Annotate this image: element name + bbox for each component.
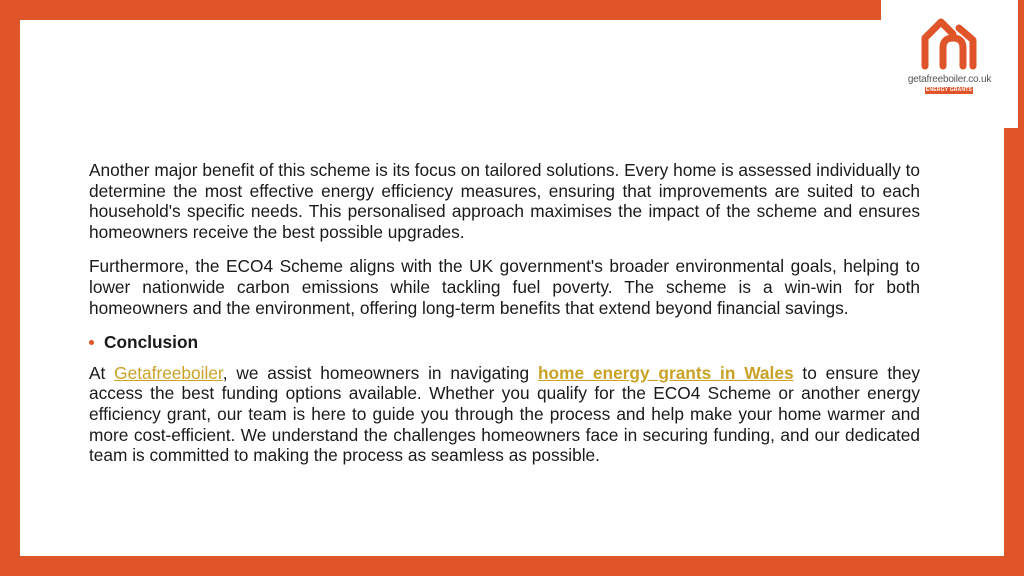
paragraph-eco4-goals: Furthermore, the ECO4 Scheme aligns with the UK government's broader environmental goals, helping to lower nationwide carbon emissions while tackling fuel poverty. The scheme is a win-win for both homeowners and the environment, offering long-term benefits that extend beyond financial savings. [89,256,920,318]
paragraph-tailored-solutions: Another major benefit of this scheme is its focus on tailored solutions. Every home is assessed individually to determine the most effective energy efficiency measures, ensuring that improvements are suited to each household's specific needs. This personalised approach maximises the impact of the scheme and ensures homeowners receive the best possible upgrades. [89,160,920,242]
logo-name: getafreeboiler.co.uk [907,74,992,85]
paragraph-suffix: to ensure they access the best funding options available. Whether you qualify for the ECO4 Scheme or another energy efficiency grant, our team is here to guide you through the process and help make your home warmer and more cost-efficient. We understand the challenges homeowners face in securing funding, and our dedicated team is committed to making the process as seamless as possible. [89,362,920,466]
paragraph-prefix: At [89,362,115,383]
logo-tagline: ENERGY GRANTS [925,87,973,93]
bullet-dot-icon [89,340,94,345]
house-icon [919,14,979,72]
conclusion-bullet [89,332,920,353]
body-text [89,160,920,466]
getafreeboiler-link[interactable]: Getafreeboiler [114,362,223,383]
paragraph-conclusion [89,363,920,466]
home-energy-grants-wales-link[interactable]: home energy grants in Wales [537,362,794,383]
paragraph-middle: , we assist homeowners in navigating [222,362,538,383]
conclusion-heading: Conclusion [104,332,199,353]
logo[interactable] [881,0,1018,128]
